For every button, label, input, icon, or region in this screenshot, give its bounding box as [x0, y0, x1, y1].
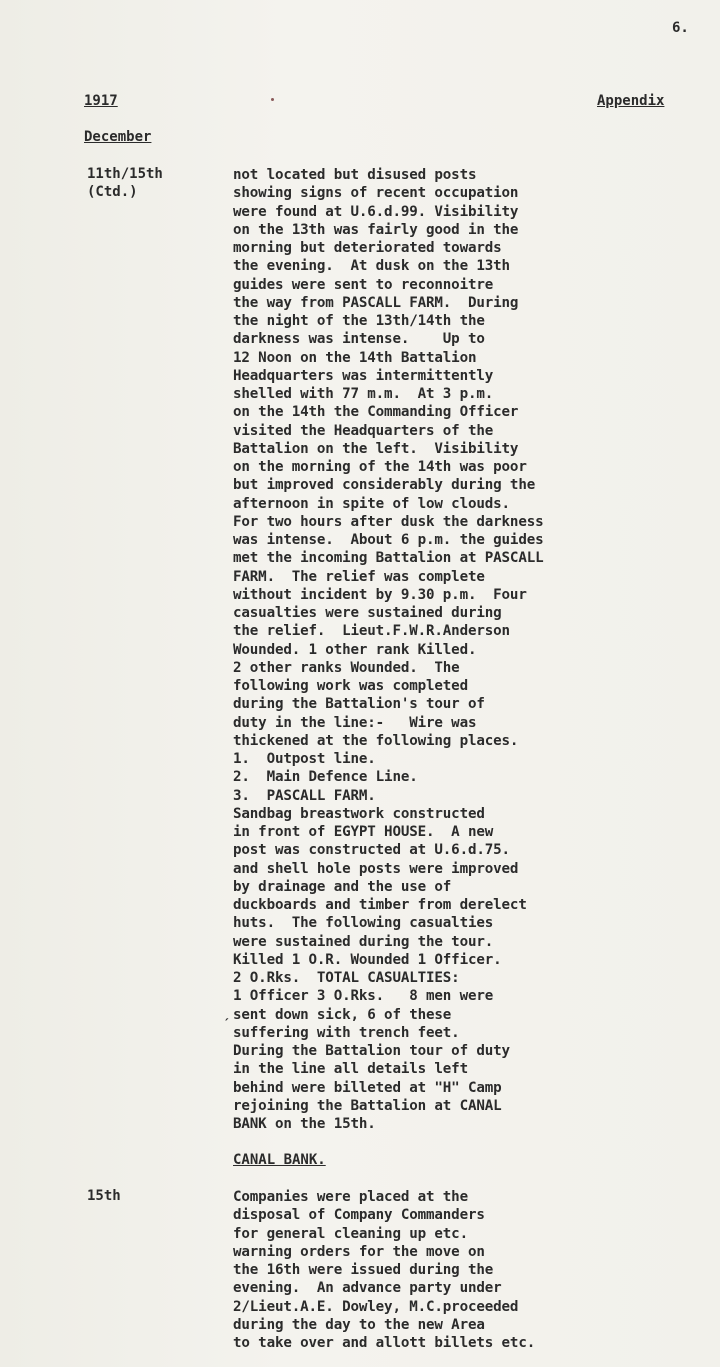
text-line: 1 Officer 3 O.Rks. 8 men were: [233, 988, 494, 1005]
text-line: 12 Noon on the 14th Battalion: [233, 349, 477, 366]
text-line: by drainage and the use of: [233, 878, 452, 895]
margin-mark: ˏ: [223, 1006, 231, 1020]
entry-body: [233, 166, 544, 1133]
text-line: visited the Headquarters of the: [233, 422, 494, 439]
text-line: on the morning of the 14th was poor: [233, 459, 527, 475]
year-heading: 1917: [84, 93, 118, 109]
text-line: following work was completed: [233, 678, 468, 694]
text-line: disposal of Company Commanders: [233, 1207, 485, 1224]
text-line: met the incoming Battalion at PASCALL: [233, 550, 544, 567]
text-line: huts. The following casualties: [233, 915, 494, 932]
text-line: suffering with trench feet.: [233, 1024, 460, 1041]
text-line: showing signs of recent occupation: [233, 185, 519, 202]
text-line: were found at U.6.d.99. Visibility: [233, 203, 519, 220]
text-line: behind were billeted at "H" Camp: [233, 1079, 502, 1096]
text-line: without incident by 9.30 p.m. Four: [233, 586, 527, 603]
text-line: BANK on the 15th.: [233, 1116, 376, 1132]
text-line: in front of EGYPT HOUSE. A new: [233, 824, 494, 840]
text-line: were sustained during the tour.: [233, 933, 494, 950]
text-line: Sandbag breastwork constructed: [233, 805, 485, 822]
text-line: the night of the 13th/14th the: [233, 313, 485, 329]
text-line: but improved considerably during the: [233, 477, 536, 494]
text-line: post was constructed at U.6.d.75.: [233, 842, 510, 859]
text-line: morning but deteriorated towards: [233, 240, 502, 256]
text-line: the 16th were issued during the: [233, 1262, 494, 1278]
appendix-heading: Appendix: [597, 93, 665, 109]
text-line: Wounded. 1 other rank Killed.: [233, 641, 477, 658]
text-line: in the line all details left: [233, 1061, 468, 1078]
text-line: evening. An advance party under: [233, 1280, 502, 1297]
text-line: 2 other ranks Wounded. The: [233, 659, 460, 676]
text-line: the way from PASCALL FARM. During: [233, 294, 519, 311]
text-line: during the Battalion's tour of: [233, 696, 485, 713]
text-line: FARM. The relief was complete: [233, 568, 485, 585]
entry-date-note: (Ctd.): [87, 184, 138, 200]
text-line: warning orders for the move on: [233, 1243, 485, 1260]
text-line: 2 O.Rks. TOTAL CASUALTIES:: [233, 970, 460, 986]
text-line: duty in the line:- Wire was: [233, 714, 477, 731]
text-line: During the Battalion tour of duty: [233, 1043, 510, 1059]
page-number: 6.: [672, 20, 689, 36]
text-line: not located but disused posts: [233, 167, 477, 183]
entry-date: 15th: [87, 1188, 121, 1204]
text-line: the evening. At dusk on the 13th: [233, 258, 510, 275]
month-heading: December: [84, 129, 152, 145]
text-line: Companies were placed at the: [233, 1189, 468, 1205]
entry-date: 11th/15th: [87, 166, 163, 182]
text-line: Headquarters was intermittently: [233, 367, 494, 384]
text-line: during the day to the new Area: [233, 1316, 485, 1333]
text-line: on the 14th the Commanding Officer: [233, 404, 519, 421]
text-line: the relief. Lieut.F.W.R.Anderson: [233, 623, 510, 640]
text-line: casualties were sustained during: [233, 605, 502, 621]
text-line: 2. Main Defence Line.: [233, 769, 418, 786]
text-line: was intense. About 6 p.m. the guides: [233, 532, 544, 548]
ink-mark: [271, 98, 274, 101]
section-subheading: CANAL BANK.: [233, 1152, 326, 1168]
text-line: duckboards and timber from derelect: [233, 897, 527, 913]
text-line: rejoining the Battalion at CANAL: [233, 1097, 502, 1114]
text-line: Battalion on the left. Visibility: [233, 440, 519, 457]
text-line: darkness was intense. Up to: [233, 331, 485, 348]
text-line: on the 13th was fairly good in the: [233, 221, 519, 238]
text-line: to take over and allott billets etc.: [233, 1335, 536, 1351]
text-line: and shell hole posts were improved: [233, 860, 519, 877]
text-line: thickened at the following places.: [233, 732, 519, 749]
text-line: guides were sent to reconnoitre: [233, 276, 494, 293]
entry-body: [233, 1188, 535, 1352]
text-line: 2/Lieut.A.E. Dowley, M.C.proceeded: [233, 1298, 519, 1315]
text-line: 3. PASCALL FARM.: [233, 787, 376, 804]
text-line: shelled with 77 m.m. At 3 p.m.: [233, 386, 494, 402]
text-line: sent down sick, 6 of these: [233, 1006, 452, 1023]
text-line: Killed 1 O.R. Wounded 1 Officer.: [233, 951, 502, 968]
text-line: afternoon in spite of low clouds.: [233, 495, 510, 512]
text-line: 1. Outpost line.: [233, 751, 376, 767]
text-line: For two hours after dusk the darkness: [233, 513, 544, 530]
text-line: for general cleaning up etc.: [233, 1225, 468, 1242]
